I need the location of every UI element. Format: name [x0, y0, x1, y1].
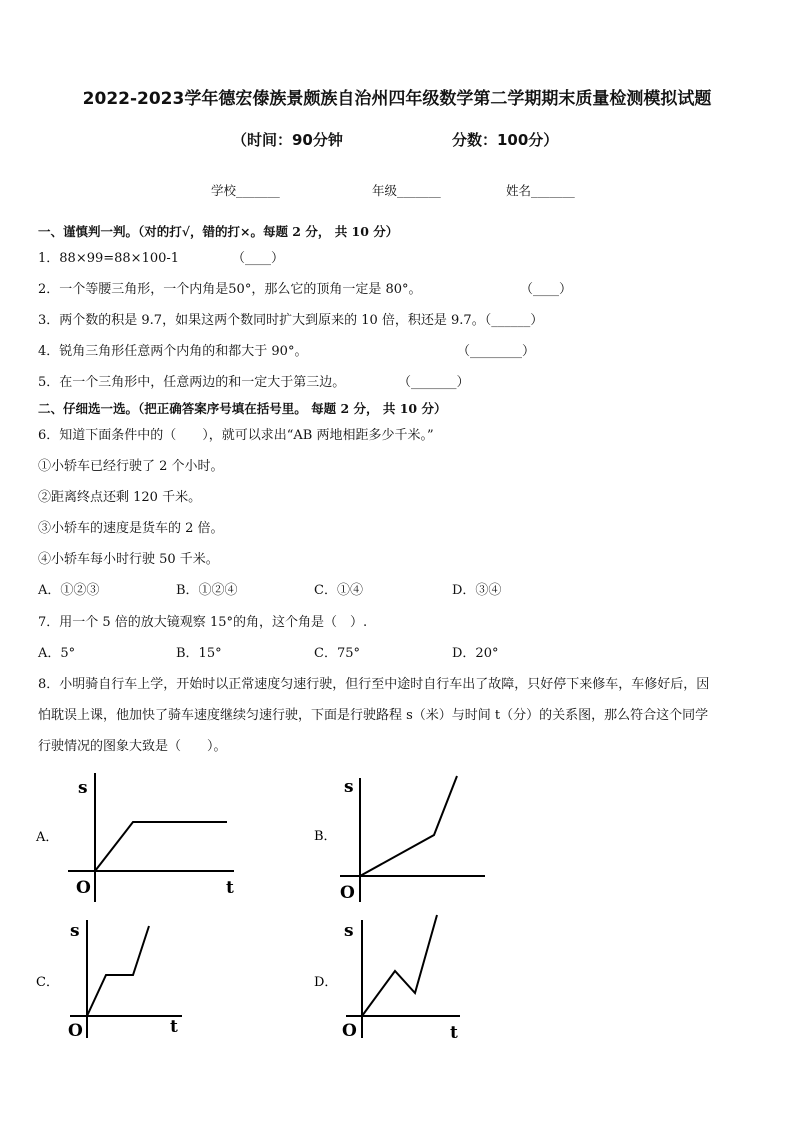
school-field[interactable]: 学校_______ — [211, 183, 280, 198]
q6-stem: 6．知道下面条件中的（ ），就可以求出“AB 两地相距多少千米。” — [38, 428, 434, 443]
q6-option-d[interactable]: D．③④ — [452, 583, 502, 598]
graph-a[interactable] — [30, 765, 270, 905]
graph-d-curve — [362, 915, 437, 1016]
q6-condition-1: ①小轿车已经行驶了 2 个小时。 — [38, 459, 224, 474]
graph-d-x-label: t — [450, 1023, 458, 1043]
judge-blank-4[interactable]: （________） — [457, 344, 536, 359]
graph-b-letter: B． — [314, 829, 337, 844]
section-2-heading: 二、仔细选一选。（把正确答案序号填在括号里。 每题 2 分， 共 10 分） — [38, 401, 447, 416]
q6-option-a[interactable]: A．①②③ — [38, 583, 100, 598]
graph-c-x-label: t — [170, 1017, 178, 1037]
graph-d-letter: D． — [314, 975, 338, 990]
graph-c-curve — [87, 926, 149, 1016]
exam-time: （时间：90分钟 — [232, 131, 343, 149]
judge-item-5: 5．在一个三角形中，任意两边的和一定大于第三边。 — [38, 375, 346, 390]
q7-option-a[interactable]: A．5° — [38, 646, 76, 661]
grade-field[interactable]: 年级_______ — [372, 183, 441, 198]
q7-stem: 7．用一个 5 倍的放大镜观察 15°的角，这个角是（ ）. — [38, 615, 368, 630]
judge-blank-2[interactable]: （____） — [520, 282, 573, 297]
judge-blank-5[interactable]: （_______） — [398, 375, 470, 390]
judge-item-4: 4．锐角三角形任意两个内角的和都大于 90°。 — [38, 344, 308, 359]
q6-option-c[interactable]: C．①④ — [314, 583, 363, 598]
judge-item-1: 1．88×99=88×100-1 — [38, 251, 180, 266]
q8-stem-line-3: 行驶情况的图象大致是（ ）。 — [38, 739, 227, 754]
judge-item-2: 2．一个等腰三角形，一个内角是50°，那么它的顶角一定是 80°。 — [38, 282, 422, 297]
graph-b[interactable] — [310, 770, 500, 905]
graph-a-origin: O — [76, 878, 91, 898]
graph-b-curve — [360, 776, 457, 876]
graph-b-origin: O — [340, 883, 355, 903]
q6-condition-3: ③小轿车的速度是货车的 2 倍。 — [38, 521, 224, 536]
graph-a-x-label: t — [226, 878, 234, 898]
name-field[interactable]: 姓名_______ — [506, 183, 575, 198]
graph-d-y-label: s — [344, 921, 354, 941]
q6-condition-2: ②距离终点还剩 120 千米。 — [38, 490, 202, 505]
q7-option-c[interactable]: C．75° — [314, 646, 360, 661]
graph-c[interactable] — [30, 912, 230, 1042]
exam-score: 分数：100分） — [452, 131, 559, 149]
q8-stem-line-2: 怕耽误上课，他加快了骑车速度继续匀速行驶，下面是行驶路程 s（米）与时间 t（分）的关系图，那么符合这个同学 — [38, 708, 709, 723]
page-title: 2022-2023学年德宏傣族景颇族自治州四年级数学第二学期期末质量检测模拟试题 — [82, 89, 712, 109]
graph-a-y-label: s — [78, 778, 88, 798]
judge-blank-1[interactable]: （____） — [232, 251, 285, 266]
graph-c-letter: C． — [36, 975, 59, 990]
graph-c-origin: O — [68, 1021, 83, 1041]
graph-b-y-label: s — [344, 777, 354, 797]
q6-condition-4: ④小轿车每小时行驶 50 千米。 — [38, 552, 219, 567]
judge-item-3: 3．两个数的积是 9.7，如果这两个数同时扩大到原来的 10 倍，积还是 9.7。（______） — [38, 313, 544, 328]
q8-stem-line-1: 8．小明骑自行车上学，开始时以正常速度匀速行驶，但行至中途时自行车出了故障，只好停下来修车，车修好后，因 — [38, 677, 710, 692]
graph-a-curve — [95, 822, 227, 871]
graph-d-origin: O — [342, 1021, 357, 1041]
q6-option-b[interactable]: B．①②④ — [176, 583, 238, 598]
graph-d[interactable] — [310, 912, 480, 1042]
graph-c-y-label: s — [70, 921, 80, 941]
q7-option-b[interactable]: B．15° — [176, 646, 222, 661]
graph-a-letter: A． — [36, 830, 59, 845]
q7-option-d[interactable]: D．20° — [452, 646, 499, 661]
section-1-heading: 一、谨慎判一判。（对的打√，错的打×。每题 2 分， 共 10 分） — [38, 224, 399, 239]
